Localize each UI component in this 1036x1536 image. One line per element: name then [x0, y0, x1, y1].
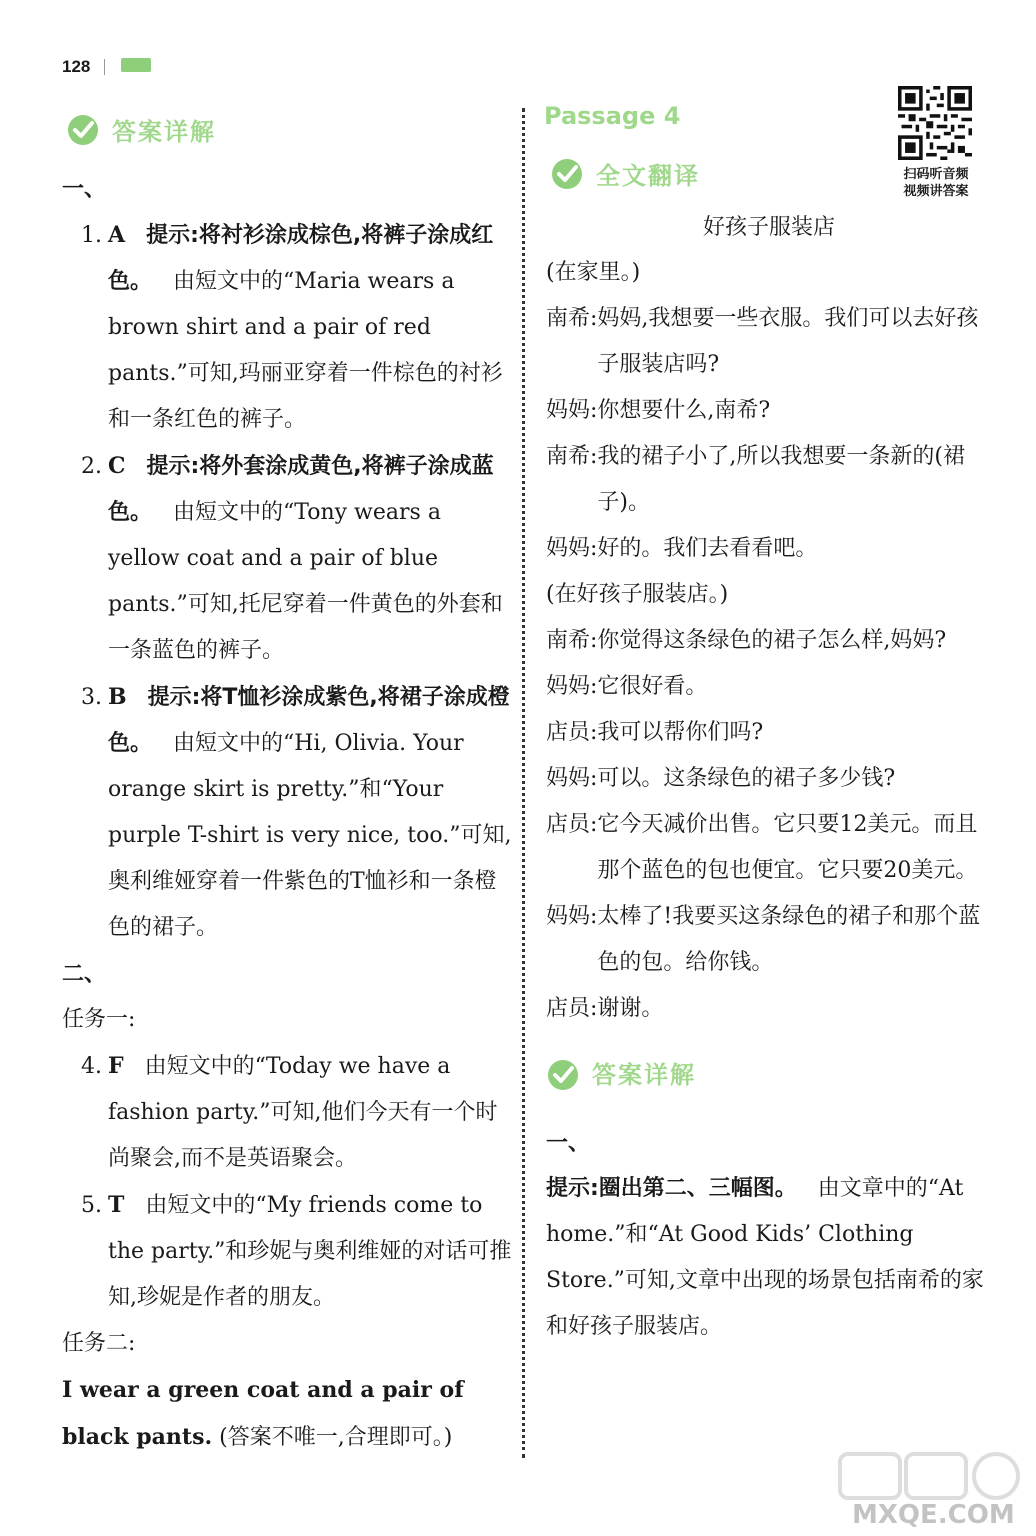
qr-caption-line-1: 扫码听音频	[903, 167, 969, 182]
answer-title: 答案详解	[112, 118, 216, 146]
question-hint: 提示:将衬衫涂成棕色,将裤子涂成红色。	[108, 223, 494, 294]
check-circle-icon	[550, 157, 584, 191]
header-color-tab	[121, 58, 151, 72]
dialogue-text: 太棒了!我要买这条绿色的裙子和那个蓝色的包。给你钱。	[597, 904, 981, 975]
dialogue-text: (在家里。)	[546, 260, 641, 285]
dialogue-text: 你觉得这条绿色的裙子怎么样,妈妈?	[597, 628, 947, 653]
dialogue-line	[546, 434, 992, 526]
question-4	[62, 1043, 514, 1182]
question-hint: 提示:将外套涂成黄色,将裤子涂成蓝色。	[108, 454, 494, 525]
dialogue-text: 可以。这条绿色的裙子多少钱?	[597, 766, 896, 791]
task-two-label: 任务二:	[62, 1331, 136, 1356]
translation-title: 全文翻译	[596, 162, 700, 190]
dialogue-line	[546, 388, 992, 434]
qr-caption-line-2: 视频讲答案	[903, 184, 969, 199]
check-circle-icon	[66, 113, 100, 147]
dialogue-speaker: 店员:	[546, 996, 598, 1021]
dialogue-speaker: 店员:	[546, 720, 598, 745]
dialogue-text: (在好孩子服装店。)	[546, 582, 729, 607]
dialogue-text: 我可以帮你们吗?	[597, 720, 764, 745]
question-explanation: 由短文中的“Today we have a fashion party.”可知,他们今天有一个时尚聚会,而不是英语聚会。	[108, 1054, 498, 1171]
dialogue-speaker: 妈妈:	[546, 398, 598, 423]
left-answer-heading	[66, 112, 216, 147]
question-answer: B	[108, 684, 127, 710]
dialogue-speaker: 妈妈:	[546, 536, 598, 561]
dialogue-text: 你想要什么,南希?	[597, 398, 771, 423]
dialogue-text: 谢谢。	[597, 996, 664, 1021]
question-number: 4.	[81, 1054, 102, 1079]
question-3	[62, 674, 514, 951]
question-hint: 提示:将T恤衫涂成紫色,将裙子涂成橙色。	[108, 685, 510, 756]
task-two-note: (答案不唯一,合理即可。)	[219, 1425, 453, 1450]
question-answer: A	[108, 222, 126, 248]
qr-caption	[894, 166, 978, 200]
question-2	[62, 443, 514, 674]
question-number: 1.	[81, 223, 102, 248]
question-number: 5.	[81, 1193, 102, 1218]
dialogue-line	[546, 664, 992, 710]
dialogue-speaker: 妈妈:	[546, 766, 598, 791]
left-column	[62, 166, 514, 1461]
dialogue-speaker: 南希:	[546, 444, 598, 469]
dialogue-line	[546, 802, 992, 894]
part-one-label: 一、	[62, 176, 107, 202]
question-explanation: 由短文中的“Maria wears a brown shirt and a pair of red pants.”可知,玛丽亚穿着一件棕色的衬衫和一条红色的裤子。	[108, 269, 503, 432]
answer-title: 答案详解	[592, 1061, 696, 1089]
right-explanation: 由文章中的“At home.”和“At Good Kids’ Clothing Store.”可知,文章中出现的场景包括南希的家和好孩子服装店。	[546, 1176, 984, 1339]
dialogue-text: 它今天减价出售。它只要12美元。而且那个蓝色的包也便宜。它只要20美元。	[597, 812, 978, 883]
dialogue-speaker: 妈妈:	[546, 904, 598, 929]
dialogue-text: 妈妈,我想要一些衣服。我们可以去好孩子服装店吗?	[597, 306, 979, 377]
passage-label: Passage 4	[544, 102, 681, 130]
dialogue-line	[546, 526, 992, 572]
task-two-answer: I wear a green coat and a pair of black pants.	[62, 1377, 464, 1450]
dialogue-text: 我的裙子小了,所以我想要一条新的(裙子)。	[597, 444, 965, 515]
dialogue-line	[546, 572, 992, 618]
question-5	[62, 1182, 514, 1321]
right-answer-heading	[546, 1052, 992, 1098]
dialogue-line	[546, 894, 992, 986]
right-part-one-label: 一、	[546, 1130, 591, 1156]
header-separator	[104, 59, 105, 75]
dialogue-line	[546, 710, 992, 756]
question-explanation: 由短文中的“Tony wears a yellow coat and a pair of blue pants.”可知,托尼穿着一件黄色的外套和一条蓝色的裤子。	[108, 500, 503, 663]
question-answer: F	[108, 1053, 124, 1079]
dialogue-text: 好的。我们去看看吧。	[597, 536, 818, 561]
question-1	[62, 212, 514, 443]
dialogue-speaker: 妈妈:	[546, 674, 598, 699]
right-column	[546, 206, 992, 1350]
dialogue	[546, 250, 992, 1032]
page-number: 128	[62, 57, 91, 76]
dialogue-speaker: 店员:	[546, 812, 598, 837]
dialogue-speaker: 南希:	[546, 628, 598, 653]
task-two-answer-block	[62, 1367, 514, 1461]
story-title: 好孩子服装店	[702, 215, 835, 240]
question-number: 3.	[81, 685, 102, 710]
dialogue-line	[546, 756, 992, 802]
dialogue-line	[546, 296, 992, 388]
dialogue-line	[546, 618, 992, 664]
question-answer: T	[108, 1192, 125, 1218]
check-circle-icon	[546, 1058, 580, 1092]
task-one-label: 任务一:	[62, 1007, 136, 1032]
right-answer-body	[546, 1166, 992, 1350]
question-number: 2.	[81, 454, 102, 479]
qr-code-icon[interactable]	[898, 86, 972, 160]
dialogue-line	[546, 986, 992, 1032]
right-hint: 提示:圈出第二、三幅图。	[546, 1176, 797, 1201]
question-explanation: 由短文中的“My friends come to the party.”和珍妮与奥利维娅的对话可推知,珍妮是作者的朋友。	[108, 1193, 512, 1310]
question-explanation: 由短文中的“Hi, Olivia. Your orange skirt is pretty.”和“Your purple T-shirt is very nice, too.”可知,奥利维娅穿着一件紫色的T恤衫和一条橙色的裙子。	[108, 731, 512, 940]
dialogue-line	[546, 250, 992, 296]
part-two-label: 二、	[62, 961, 107, 987]
column-divider	[522, 108, 525, 1458]
question-answer: C	[108, 453, 126, 479]
watermark-text: MXQE.COM	[852, 1500, 1015, 1530]
dialogue-speaker: 南希:	[546, 306, 598, 331]
translation-heading	[550, 156, 700, 191]
dialogue-text: 它很好看。	[597, 674, 708, 699]
